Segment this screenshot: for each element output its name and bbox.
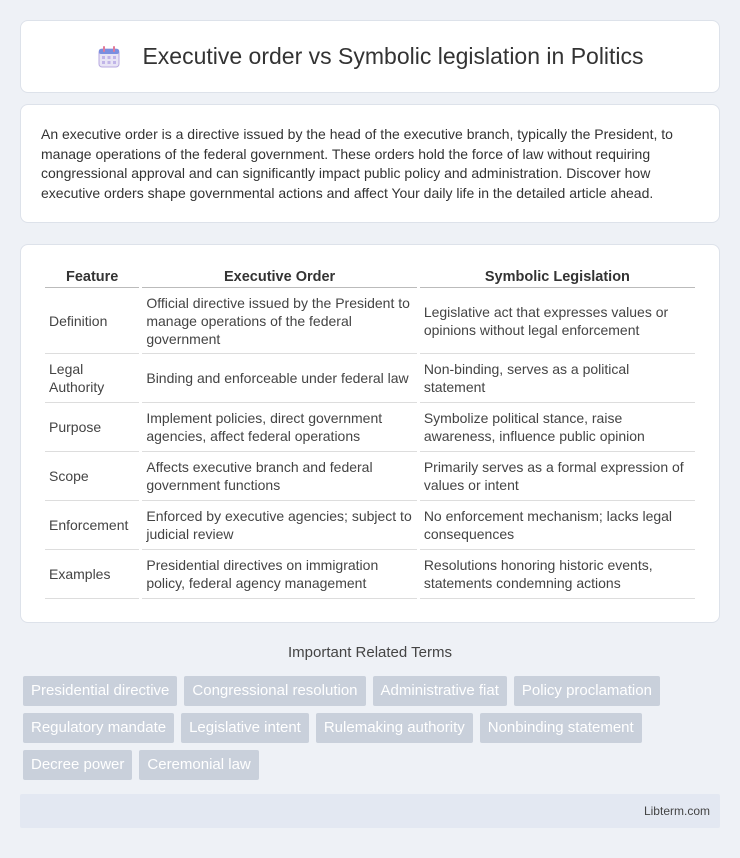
symbolic-legislation-cell: No enforcement mechanism; lacks legal consequences (420, 501, 695, 550)
header-symbolic-legislation: Symbolic Legislation (420, 263, 695, 288)
related-term-tag[interactable]: Regulatory mandate (23, 713, 174, 743)
title-card (20, 20, 720, 93)
related-terms-list (23, 676, 723, 787)
executive-order-cell: Enforced by executive agencies; subject to judicial review (142, 501, 416, 550)
related-term-tag[interactable]: Presidential directive (23, 676, 177, 706)
feature-cell: Purpose (45, 403, 139, 452)
table-header-row (45, 263, 695, 288)
related-term-tag[interactable]: Rulemaking authority (316, 713, 473, 743)
related-term-tag[interactable]: Nonbinding statement (480, 713, 642, 743)
executive-order-cell: Official directive issued by the President to manage operations of the federal government (142, 288, 416, 354)
feature-cell: Definition (45, 288, 139, 354)
related-terms-title: Important Related Terms (288, 644, 452, 661)
table-row (45, 288, 695, 354)
related-term-tag[interactable]: Legislative intent (181, 713, 309, 743)
comparison-card (20, 244, 720, 623)
related-term-tag[interactable]: Decree power (23, 750, 132, 780)
executive-order-cell: Implement policies, direct government agencies, affect federal operations (142, 403, 416, 452)
header-feature: Feature (45, 263, 139, 288)
table-row (45, 354, 695, 403)
related-term-tag[interactable]: Administrative fiat (373, 676, 507, 706)
page-title: Executive order vs Symbolic legislation in Politics (142, 43, 644, 69)
feature-cell: Enforcement (45, 501, 139, 550)
feature-cell: Scope (45, 452, 139, 501)
feature-cell: Examples (45, 550, 139, 599)
footer (20, 794, 720, 828)
table-row (45, 403, 695, 452)
comparison-table (42, 263, 698, 599)
table-row (45, 452, 695, 501)
related-term-tag[interactable]: Congressional resolution (184, 676, 365, 706)
executive-order-cell: Binding and enforceable under federal law (142, 354, 416, 403)
symbolic-legislation-cell: Primarily serves as a formal expression of values or intent (420, 452, 695, 501)
header-executive-order: Executive Order (142, 263, 416, 288)
executive-order-cell: Affects executive branch and federal government functions (142, 452, 416, 501)
table-row (45, 550, 695, 599)
feature-cell: Legal Authority (45, 354, 139, 403)
related-term-tag[interactable]: Policy proclamation (514, 676, 660, 706)
symbolic-legislation-cell: Resolutions honoring historic events, statements condemning actions (420, 550, 695, 599)
table-row (45, 501, 695, 550)
calendar-icon (96, 44, 122, 70)
symbolic-legislation-cell: Non-binding, serves as a political statement (420, 354, 695, 403)
intro-card (20, 104, 720, 223)
symbolic-legislation-cell: Symbolize political stance, raise awareness, influence public opinion (420, 403, 695, 452)
executive-order-cell: Presidential directives on immigration policy, federal agency management (142, 550, 416, 599)
related-term-tag[interactable]: Ceremonial law (139, 750, 258, 780)
intro-paragraph: An executive order is a directive issued by the head of the executive branch, typically the President, to manage operations of the federal government. These orders hold the force of law without requiring congressional approval and can significantly impact public policy and administration. Discover how executive orders shape governmental actions and affect Your daily life in the detailed article ahead. (41, 126, 673, 201)
footer-site-link[interactable]: Libterm.com (643, 804, 710, 818)
symbolic-legislation-cell: Legislative act that expresses values or opinions without legal enforcement (420, 288, 695, 354)
